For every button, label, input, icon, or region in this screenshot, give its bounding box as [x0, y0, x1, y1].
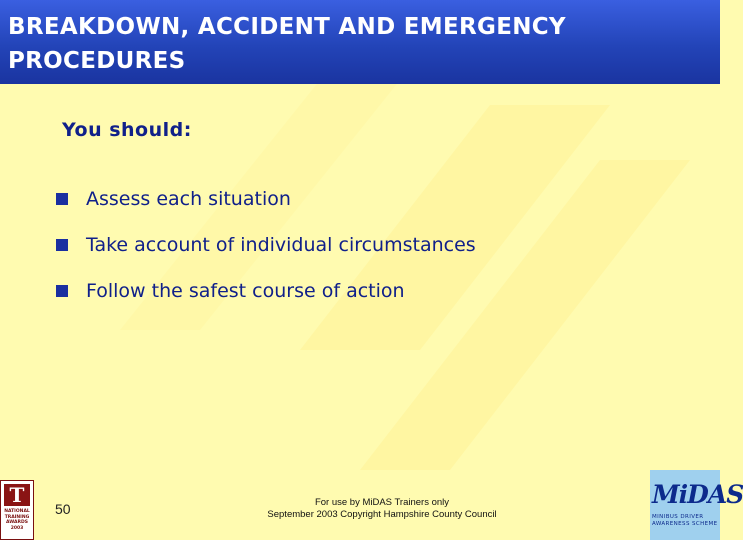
bullet-text: Follow the safest course of action [86, 280, 405, 302]
list-item [56, 278, 476, 324]
midas-wordmark: MiDAS [652, 480, 743, 509]
square-bullet-icon [56, 193, 68, 205]
award-text: NATIONAL TRAINING AWARDS 2003 [4, 509, 30, 531]
page-number: 50 [55, 501, 71, 517]
footer-line-1: For use by MiDAS Trainers only [314, 497, 450, 508]
list-item [56, 186, 476, 232]
bullet-text: Assess each situation [86, 188, 291, 210]
square-bullet-icon [56, 239, 68, 251]
bullet-list [56, 186, 476, 324]
slide-title: BREAKDOWN, ACCIDENT AND EMERGENCY PROCEDURES [8, 14, 566, 74]
subheading: You should: [62, 119, 192, 141]
square-bullet-icon [56, 285, 68, 297]
midas-subtitle-line-2: AWARENESS SCHEME [652, 521, 718, 527]
footer-notice [240, 497, 524, 521]
award-letter: T [4, 484, 30, 506]
midas-subtitle-line-1: MINIBUS DRIVER [652, 514, 704, 520]
midas-logo [650, 470, 743, 540]
title-banner [0, 0, 720, 84]
national-training-awards-logo [0, 480, 34, 540]
list-item [56, 232, 476, 278]
footer-line-2: September 2003 Copyright Hampshire County Council [267, 509, 497, 520]
midas-subtitle [652, 514, 718, 528]
bullet-text: Take account of individual circumstances [86, 234, 476, 256]
